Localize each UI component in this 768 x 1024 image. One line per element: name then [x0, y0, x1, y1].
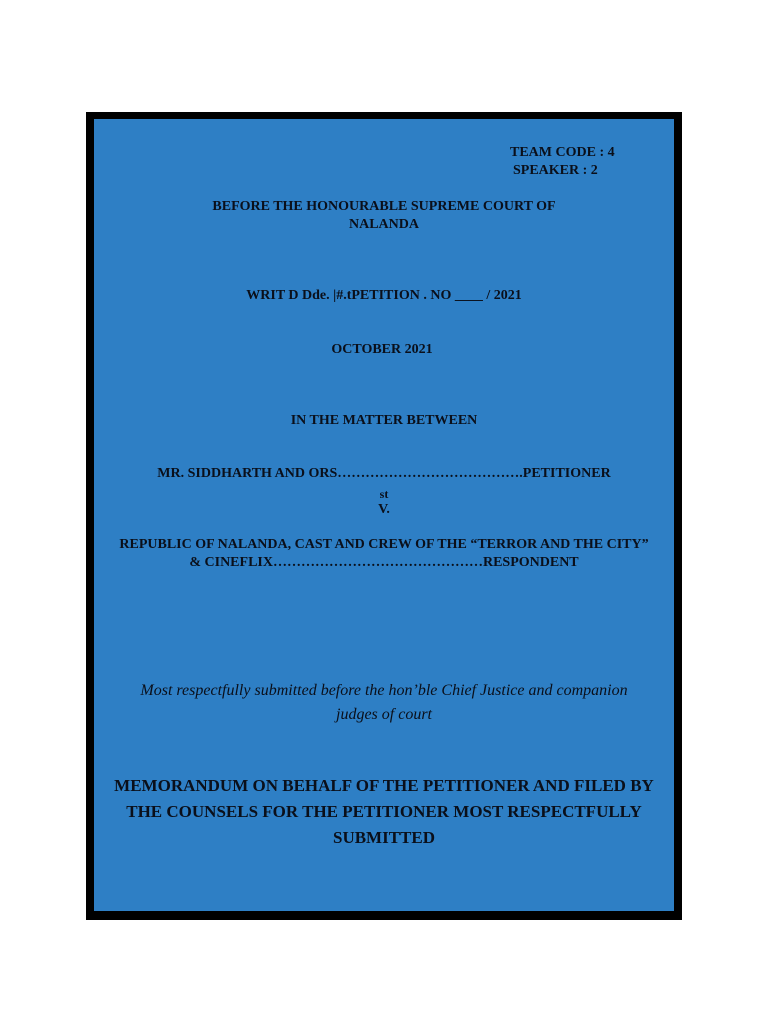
memorandum-title [94, 773, 674, 851]
memo-line1: MEMORANDUM ON BEHALF OF THE PETITIONER AND FILED BY [114, 776, 654, 795]
team-code: TEAM CODE : 4 [510, 145, 615, 160]
petitioner-line: MR. SIDDHARTH AND ORS………………………………….PETITIONER [157, 466, 611, 481]
court-title-line1: BEFORE THE HONOURABLE SUPREME COURT OF [212, 199, 556, 214]
respondent-line1: REPUBLIC OF NALANDA, CAST AND CREW OF THE “TERROR AND THE CITY” [119, 537, 649, 552]
submission-line1: Most respectfully submitted before the hon’ble Chief Justice and companion [140, 682, 628, 699]
cover-panel [94, 119, 674, 911]
respondent-line2: & CINEFLIX………………………………………RESPONDENT [189, 555, 579, 570]
submission-line2: judges of court [336, 706, 432, 723]
writ-petition-number: WRIT D Dde. |#.tPETITION . NO ____ / 2021 [246, 288, 522, 303]
speaker-number: SPEAKER : 2 [513, 163, 598, 178]
memo-line3: SUBMITTED [332, 828, 436, 847]
court-title-line2: NALANDA [349, 217, 419, 232]
filing-date: OCTOBER 2021 [331, 342, 433, 357]
matter-heading: IN THE MATTER BETWEEN [290, 413, 478, 428]
submission-statement [94, 679, 674, 727]
versus: V. [378, 502, 390, 517]
versus-suffix: st [379, 487, 389, 501]
memo-line2: THE COUNSELS FOR THE PETITIONER MOST RESPECTFULLY [126, 802, 642, 821]
